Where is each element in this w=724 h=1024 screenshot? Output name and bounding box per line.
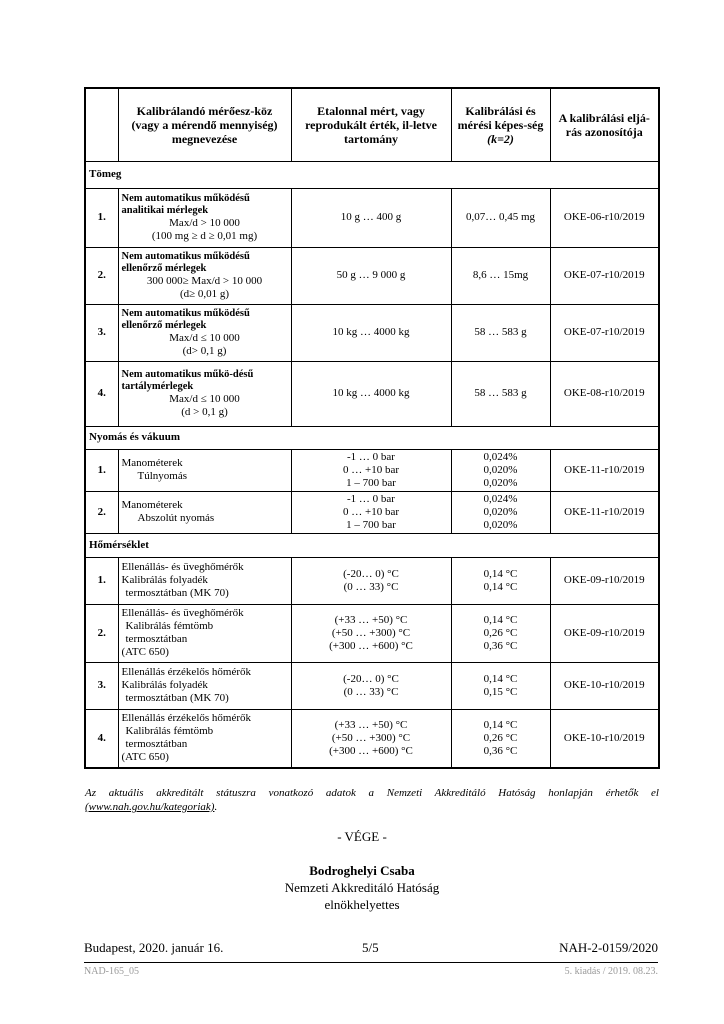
instrument-mode: Abszolút nyomás xyxy=(137,512,215,524)
header-number-cell xyxy=(85,88,118,161)
cmc-cell: 0,07… 0,45 mg xyxy=(451,188,550,247)
row-number: 1. xyxy=(85,188,118,247)
instrument-title: Nem automatikus működésű analitikai mérlegek xyxy=(121,192,250,216)
instrument-line: termosztátban xyxy=(125,633,188,645)
place-date: Budapest, 2020. január 16. xyxy=(84,940,224,955)
cmc-line: 0,020% xyxy=(483,505,518,518)
end-marker: - VÉGE - xyxy=(337,829,387,844)
instrument-line: Kalibrálás folyadék xyxy=(121,679,208,691)
instrument-title: Nem automatikus működésű ellenőrző mérlegek xyxy=(121,250,250,274)
instrument-title: Nem automatikus műkö-désű tartálymérlegek xyxy=(121,368,254,392)
cmc-line: 0,020% xyxy=(483,518,518,531)
range-line: (-20… 0) °C xyxy=(343,567,399,580)
row-number: 4. xyxy=(85,361,118,426)
cmc-cell xyxy=(451,449,550,491)
method-id-cell: OKE-10-r10/2019 xyxy=(550,709,659,768)
table-row xyxy=(85,604,659,662)
table-row xyxy=(85,662,659,709)
range-line: (+300 … +600) °C xyxy=(329,744,413,757)
instrument-resolution: (d> 0,1 g) xyxy=(182,344,227,357)
table-header-row xyxy=(85,88,659,161)
range-line: (0 … 33) °C xyxy=(343,685,399,698)
method-id-cell: OKE-11-r10/2019 xyxy=(550,491,659,533)
range-cell xyxy=(291,604,451,662)
instrument-line: (ATC 650) xyxy=(121,646,169,658)
instrument-title: Nem automatikus működésű ellenőrző mérlegek xyxy=(121,307,250,331)
instrument-line: (ATC 650) xyxy=(121,751,169,764)
instrument-cell xyxy=(118,449,291,491)
row-number: 2. xyxy=(85,247,118,304)
header-range: Etalonnal mért, vagy reprodukált érték, il-letve tartomány xyxy=(291,88,451,161)
instrument-name: Manométerek xyxy=(121,457,183,469)
row-number: 1. xyxy=(85,449,118,491)
header-instrument: Kalibrálandó mérőesz-köz (vagy a mérendő mennyiség) megnevezése xyxy=(118,88,291,161)
instrument-spec: Max/d > 10 000 xyxy=(169,216,240,229)
instrument-line: Ellenállás- és üveghőmérők xyxy=(121,561,244,573)
instrument-mode: Túlnyomás xyxy=(137,470,187,482)
range-line: (-20… 0) °C xyxy=(343,672,399,685)
table-row xyxy=(85,188,659,247)
header-cmc-k: (k=2) xyxy=(487,131,514,146)
table-row xyxy=(85,247,659,304)
instrument-cell xyxy=(118,304,291,361)
range-cell: 10 g … 400 g xyxy=(291,188,451,247)
method-id-cell: OKE-08-r10/2019 xyxy=(550,361,659,426)
range-line: 0 … +10 bar xyxy=(343,463,399,476)
signatory-organization: Nemzeti Akkreditáló Hatóság xyxy=(284,880,440,895)
table-row xyxy=(85,449,659,491)
instrument-spec: Max/d ≤ 10 000 xyxy=(169,392,240,405)
range-line: -1 … 0 bar xyxy=(347,450,395,463)
instrument-line: termosztátban xyxy=(125,738,188,751)
instrument-cell xyxy=(118,604,291,662)
cmc-line: 0,14 °C xyxy=(483,718,518,731)
cmc-line: 0,14 °C xyxy=(483,613,518,626)
section-row-mass xyxy=(85,161,659,188)
cmc-line: 0,36 °C xyxy=(483,639,518,652)
footer-divider xyxy=(84,962,658,963)
range-line: (+300 … +600) °C xyxy=(329,639,413,652)
header-cmc-label: Kalibrálási és mérési képes-ség xyxy=(457,103,544,132)
range-line: 0 … +10 bar xyxy=(343,505,399,518)
instrument-line: Ellenállás érzékelős hőmérők xyxy=(121,666,252,678)
instrument-cell xyxy=(118,557,291,604)
instrument-line: Kalibrálás fémtömb xyxy=(125,620,214,632)
cmc-line: 0,36 °C xyxy=(483,744,518,757)
row-number: 2. xyxy=(85,604,118,662)
range-line: 1 – 700 bar xyxy=(346,476,396,489)
instrument-cell xyxy=(118,709,291,768)
instrument-resolution: (d≥ 0,01 g) xyxy=(179,287,230,300)
range-line: (0 … 33) °C xyxy=(343,580,399,593)
instrument-name: Manométerek xyxy=(121,499,183,511)
section-row-temperature xyxy=(85,533,659,557)
instrument-cell xyxy=(118,491,291,533)
method-id-cell: OKE-11-r10/2019 xyxy=(550,449,659,491)
section-title-temperature: Hőmérséklet xyxy=(85,533,659,557)
cmc-cell: 58 … 583 g xyxy=(451,304,550,361)
instrument-line: termosztátban (MK 70) xyxy=(125,587,229,599)
signature-block xyxy=(0,862,724,913)
header-method-id: A kalibrálási eljá-rás azonosítója xyxy=(550,88,659,161)
method-id-cell: OKE-06-r10/2019 xyxy=(550,188,659,247)
range-cell xyxy=(291,709,451,768)
method-id-cell: OKE-07-r10/2019 xyxy=(550,304,659,361)
range-line: (+50 … +300) °C xyxy=(331,731,411,744)
calibration-table xyxy=(84,87,660,769)
range-line: (+50 … +300) °C xyxy=(331,626,411,639)
cmc-line: 0,024% xyxy=(483,450,518,463)
instrument-cell xyxy=(118,247,291,304)
cmc-line: 0,024% xyxy=(483,492,518,505)
cmc-line: 0,14 °C xyxy=(483,672,518,685)
section-row-pressure xyxy=(85,426,659,449)
cmc-cell xyxy=(451,709,550,768)
document-id: NAH-2-0159/2020 xyxy=(559,940,658,955)
method-id-cell: OKE-09-r10/2019 xyxy=(550,557,659,604)
cmc-cell xyxy=(451,491,550,533)
signatory-role: elnökhelyettes xyxy=(324,897,400,912)
instrument-cell xyxy=(118,361,291,426)
range-cell: 10 kg … 4000 kg xyxy=(291,304,451,361)
table-row xyxy=(85,557,659,604)
table-row xyxy=(85,709,659,768)
instrument-spec: 300 000≥ Max/d > 10 000 xyxy=(146,274,263,287)
page-number: 5/5 xyxy=(362,940,379,955)
range-cell xyxy=(291,662,451,709)
table-row xyxy=(85,304,659,361)
instrument-line: Kalibrálás folyadék xyxy=(121,574,208,586)
form-id: NAD-165_05 xyxy=(84,966,139,977)
section-title-mass: Tömeg xyxy=(85,161,659,188)
accreditation-note xyxy=(85,786,659,814)
instrument-line: termosztátban (MK 70) xyxy=(125,692,229,704)
row-number: 4. xyxy=(85,709,118,768)
table-row xyxy=(85,361,659,426)
nah-website-link[interactable]: (www.nah.gov.hu/kategoriak) xyxy=(85,801,215,813)
cmc-line: 0,15 °C xyxy=(483,685,518,698)
method-id-cell: OKE-09-r10/2019 xyxy=(550,604,659,662)
row-number: 3. xyxy=(85,662,118,709)
method-id-cell: OKE-10-r10/2019 xyxy=(550,662,659,709)
cmc-line: 0,020% xyxy=(483,476,518,489)
note-suffix: . xyxy=(214,801,218,813)
instrument-resolution: (d > 0,1 g) xyxy=(181,405,228,418)
cmc-cell: 8,6 … 15mg xyxy=(451,247,550,304)
cmc-cell xyxy=(451,557,550,604)
row-number: 2. xyxy=(85,491,118,533)
range-cell: 50 g … 9 000 g xyxy=(291,247,451,304)
table-row xyxy=(85,491,659,533)
note-text: Az aktuális akkreditált státuszra vonatkozó adatok a Nemzeti Akkreditáló Hatóság honlapján érhetők el xyxy=(85,787,659,799)
range-cell xyxy=(291,449,451,491)
range-cell xyxy=(291,557,451,604)
cmc-line: 0,26 °C xyxy=(483,626,518,639)
instrument-cell xyxy=(118,188,291,247)
cmc-line: 0,26 °C xyxy=(483,731,518,744)
cmc-cell: 58 … 583 g xyxy=(451,361,550,426)
range-line: (+33 … +50) °C xyxy=(334,613,408,626)
range-line: (+33 … +50) °C xyxy=(334,718,408,731)
cmc-line: 0,020% xyxy=(483,463,518,476)
cmc-cell xyxy=(451,604,550,662)
range-line: 1 – 700 bar xyxy=(346,518,396,531)
range-cell xyxy=(291,491,451,533)
range-cell: 10 kg … 4000 kg xyxy=(291,361,451,426)
instrument-line: Kalibrálás fémtömb xyxy=(125,725,214,738)
section-title-pressure: Nyomás és vákuum xyxy=(85,426,659,449)
method-id-cell: OKE-07-r10/2019 xyxy=(550,247,659,304)
cmc-line: 0,14 °C xyxy=(483,580,518,593)
instrument-line: Ellenállás érzékelős hőmérők xyxy=(121,712,252,725)
instrument-spec: Max/d ≤ 10 000 xyxy=(169,331,240,344)
instrument-cell xyxy=(118,662,291,709)
instrument-line: Ellenállás- és üveghőmérők xyxy=(121,607,244,619)
cmc-cell xyxy=(451,662,550,709)
instrument-resolution: (100 mg ≥ d ≥ 0,01 mg) xyxy=(151,229,258,242)
range-line: -1 … 0 bar xyxy=(347,492,395,505)
header-cmc xyxy=(451,88,550,161)
row-number: 1. xyxy=(85,557,118,604)
row-number: 3. xyxy=(85,304,118,361)
cmc-line: 0,14 °C xyxy=(483,567,518,580)
signatory-name: Bodroghelyi Csaba xyxy=(309,863,415,878)
edition-info: 5. kiadás / 2019. 08.23. xyxy=(564,966,658,977)
